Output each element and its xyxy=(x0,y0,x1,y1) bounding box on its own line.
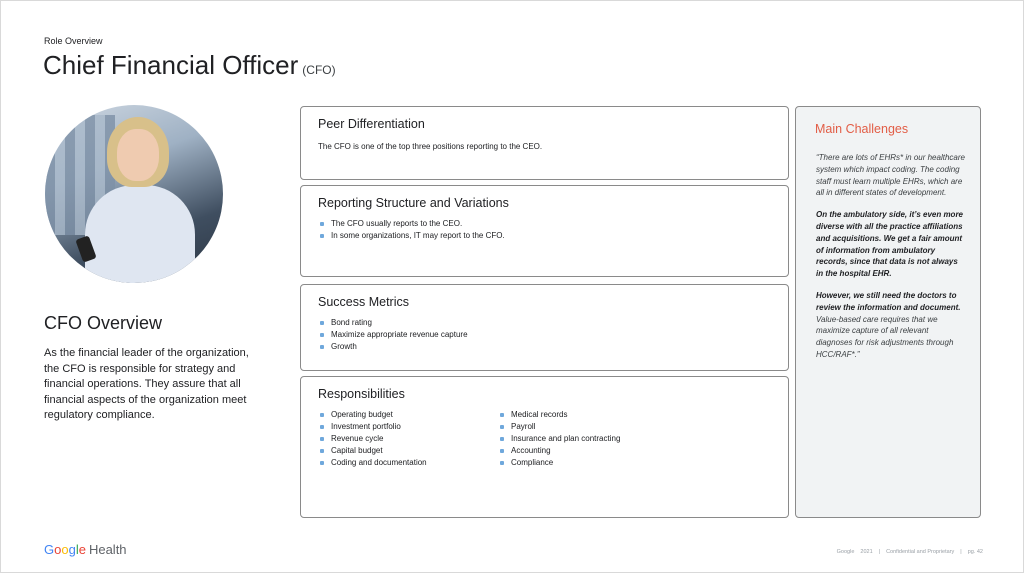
list-item: Medical records xyxy=(498,409,620,421)
list-item: Operating budget xyxy=(318,409,427,421)
footer-company: Google xyxy=(836,549,855,555)
eyebrow-label: Role Overview xyxy=(44,36,103,46)
footer-confidential: Confidential and Proprietary xyxy=(886,549,955,555)
list-item: The CFO usually reports to the CEO. xyxy=(318,218,505,230)
overview-title: CFO Overview xyxy=(44,313,163,333)
responsibilities-list-left xyxy=(318,409,427,469)
success-metrics-list xyxy=(318,317,468,353)
reporting-structure-list xyxy=(318,218,505,242)
success-metrics-card xyxy=(300,284,789,371)
challenges-quote xyxy=(816,152,966,371)
photo-person-face xyxy=(117,129,159,181)
list-item: Compliance xyxy=(498,457,620,469)
main-challenges-panel xyxy=(795,106,981,518)
logo-health-word: Health xyxy=(88,542,127,557)
overview-text: As the financial leader of the organization, the CFO is responsible for strategy and financial operations. They assure that all financial aspects of the organization meet regulatory compliance. xyxy=(44,347,249,421)
quote-paragraph-3-bold: However, we still need the doctors to review the information and document. xyxy=(816,290,961,312)
footer-year: 2021 xyxy=(860,549,873,555)
peer-differentiation-text: The CFO is one of the top three positions reporting to the CEO. xyxy=(318,142,543,151)
footer-page-number: pg. 42 xyxy=(967,549,983,555)
title-abbreviation: (CFO) xyxy=(302,63,336,77)
reporting-structure-title: Reporting Structure and Variations xyxy=(318,196,509,210)
quote-paragraph-2-bold: On the ambulatory side, it’s even more diverse with all the practice affiliations and acquisitions. We get a fair amount of information from ambulatory records, since that data is not always in the hospital EHR. xyxy=(816,210,964,279)
quote-paragraph-2 xyxy=(816,209,966,280)
cfo-portrait-photo xyxy=(45,105,223,283)
list-item: Investment portfolio xyxy=(318,421,427,433)
title-text: Chief Financial Officer xyxy=(43,50,299,80)
photo-person-body xyxy=(85,185,195,283)
responsibilities-card xyxy=(300,376,789,518)
footer: Google 2021 | Confidential and Proprietary | pg. 42 xyxy=(836,549,983,555)
list-item: Revenue cycle xyxy=(318,433,427,445)
quote-paragraph-3-rest: Value-based care requires that we maximize capture of all relevant diagnoses for risk adjustments through HCC/RAF*.” xyxy=(816,314,954,359)
list-item: Capital budget xyxy=(318,445,427,457)
main-challenges-title: Main Challenges xyxy=(815,122,909,136)
quote-paragraph-3 xyxy=(816,290,966,361)
list-item: Coding and documentation xyxy=(318,457,427,469)
list-item: Growth xyxy=(318,341,468,353)
list-item: Accounting xyxy=(498,445,620,457)
peer-differentiation-title: Peer Differentiation xyxy=(318,117,425,131)
list-item: Insurance and plan contracting xyxy=(498,433,620,445)
responsibilities-list-right xyxy=(498,409,620,469)
google-health-logo: Google Health xyxy=(44,542,127,557)
responsibilities-title: Responsibilities xyxy=(318,387,405,401)
quote-paragraph-1: “There are lots of EHRs* in our healthcare system which impact coding. The coding staff must learn multiple EHRs, which are all in different states of development. xyxy=(816,153,965,198)
list-item: Maximize appropriate revenue capture xyxy=(318,329,468,341)
list-item: Payroll xyxy=(498,421,620,433)
list-item: In some organizations, IT may report to the CFO. xyxy=(318,230,505,242)
list-item: Bond rating xyxy=(318,317,468,329)
page-title xyxy=(43,50,336,81)
success-metrics-title: Success Metrics xyxy=(318,295,409,309)
peer-differentiation-card xyxy=(300,106,789,180)
reporting-structure-card xyxy=(300,185,789,277)
